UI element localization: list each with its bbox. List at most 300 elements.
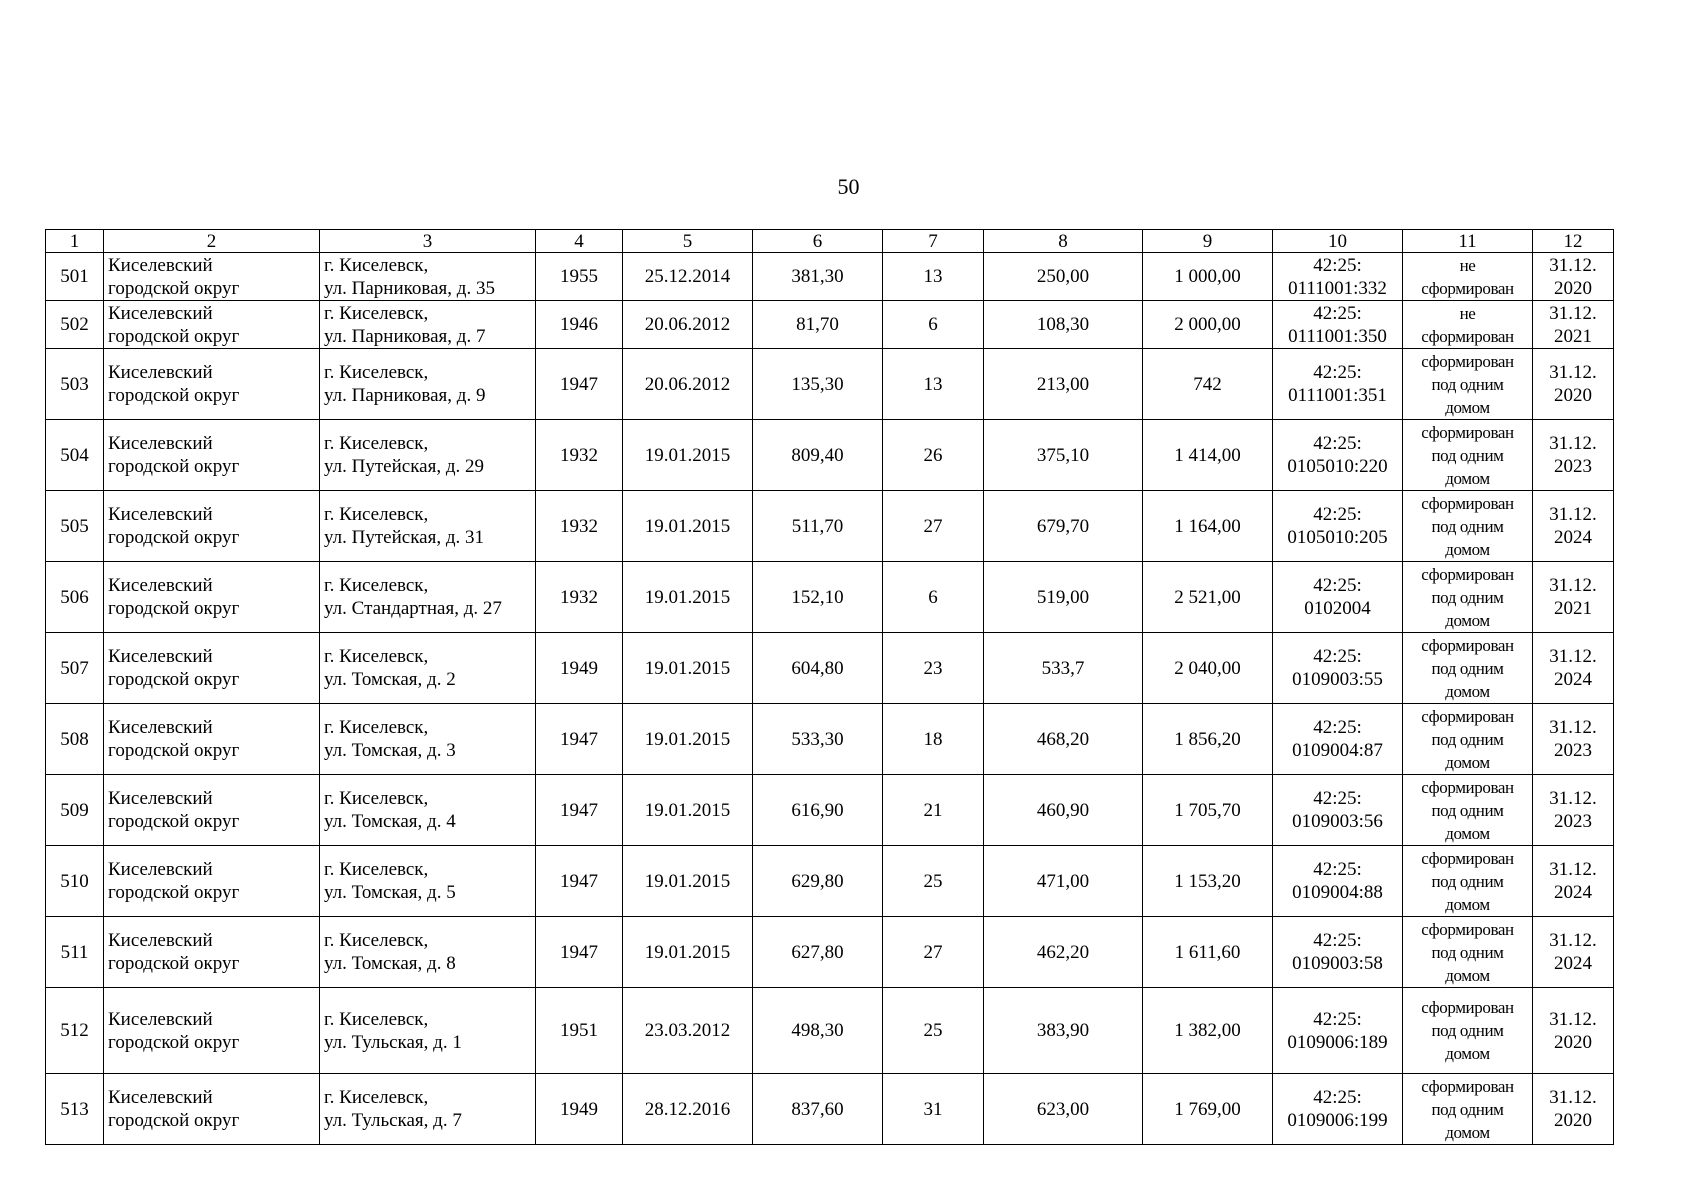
land-status-cell-line: сформирован	[1421, 919, 1514, 939]
land-status-cell-line: сформирован	[1421, 1076, 1514, 1096]
land-status-cell	[1403, 349, 1533, 420]
deadline-cell-line: 31.12.	[1549, 859, 1597, 880]
deadline-cell-line: 2024	[1554, 527, 1592, 548]
cadastral-number-cell-line: 0102004	[1304, 598, 1371, 619]
cadastral-number-cell-line: 42:25:	[1313, 930, 1362, 951]
deadline-cell-line: 31.12.	[1549, 788, 1597, 809]
municipality-cell	[104, 775, 320, 846]
address-cell-line: ул. Тульская, д. 7	[324, 1110, 462, 1131]
address-cell	[320, 562, 536, 633]
cadastral-number-cell-line: 42:25:	[1313, 362, 1362, 383]
cadastral-number-cell-line: 0109006:189	[1287, 1031, 1388, 1053]
deadline-cell	[1533, 1074, 1614, 1145]
residents-cell: 13	[883, 349, 984, 420]
address-cell-line: г. Киселевск,	[324, 504, 429, 525]
land-status-cell-line: сформирован	[1421, 706, 1514, 726]
address-cell-line: г. Киселевск,	[324, 254, 429, 276]
land-status-cell-line: сформирован	[1421, 777, 1514, 797]
table-row	[46, 775, 1614, 846]
land-status-cell-line: под одним	[1431, 942, 1504, 962]
cadastral-number-cell-line: 0111001:351	[1288, 385, 1387, 406]
cadastral-number-cell	[1273, 988, 1403, 1074]
municipality-cell	[104, 301, 320, 349]
cadastral-number-cell-line: 0109006:199	[1287, 1110, 1388, 1131]
municipality-cell-line: городской округ	[108, 325, 240, 347]
area-cell: 629,80	[753, 846, 883, 917]
municipality-cell-line: Киселевский	[108, 302, 213, 324]
build-year-cell: 1947	[536, 349, 623, 420]
date-cell: 19.01.2015	[623, 562, 753, 633]
value8-cell: 250,00	[984, 253, 1143, 301]
municipality-cell-line: городской округ	[108, 882, 240, 903]
deadline-cell	[1533, 917, 1614, 988]
build-year-cell: 1947	[536, 704, 623, 775]
build-year-cell: 1932	[536, 562, 623, 633]
land-status-cell-line: сформирован	[1421, 278, 1514, 298]
column-number-11: 11	[1403, 230, 1533, 253]
municipality-cell-line: городской округ	[108, 811, 240, 832]
column-number-row	[46, 230, 1614, 253]
municipality-cell-line: городской округ	[108, 1110, 240, 1131]
column-number-2: 2	[104, 230, 320, 253]
column-number-8: 8	[984, 230, 1143, 253]
land-status-cell	[1403, 846, 1533, 917]
address-cell-line: ул. Томская, д. 8	[324, 953, 456, 974]
cadastral-number-cell	[1273, 420, 1403, 491]
address-cell	[320, 420, 536, 491]
area-cell: 381,30	[753, 253, 883, 301]
column-number-3: 3	[320, 230, 536, 253]
date-cell: 19.01.2015	[623, 846, 753, 917]
cadastral-number-cell-line: 0109003:56	[1292, 811, 1383, 832]
date-cell: 20.06.2012	[623, 349, 753, 420]
value9-cell: 1 153,20	[1143, 846, 1273, 917]
column-number-4: 4	[536, 230, 623, 253]
cadastral-number-cell	[1273, 491, 1403, 562]
land-status-cell	[1403, 253, 1533, 301]
column-number-7: 7	[883, 230, 984, 253]
address-cell-line: г. Киселевск,	[324, 859, 429, 880]
build-year-cell: 1949	[536, 1074, 623, 1145]
column-number-5: 5	[623, 230, 753, 253]
deadline-cell	[1533, 988, 1614, 1074]
value8-cell: 519,00	[984, 562, 1143, 633]
land-status-cell-line: домом	[1445, 965, 1490, 985]
residents-cell: 18	[883, 704, 984, 775]
column-number-1: 1	[46, 230, 104, 253]
residents-cell: 13	[883, 253, 984, 301]
address-cell-line: г. Киселевск,	[324, 1087, 429, 1108]
municipality-cell-line: городской округ	[108, 456, 240, 477]
municipality-cell	[104, 917, 320, 988]
address-cell-line: ул. Парниковая, д. 9	[324, 385, 486, 406]
land-status-cell-line: сформирован	[1421, 493, 1514, 513]
deadline-cell-line: 2021	[1554, 325, 1592, 347]
table-row	[46, 917, 1614, 988]
value9-cell: 1 769,00	[1143, 1074, 1273, 1145]
row-number-cell: 508	[46, 704, 104, 775]
residents-cell: 23	[883, 633, 984, 704]
land-status-cell-line: домом	[1445, 752, 1490, 772]
address-cell-line: ул. Парниковая, д. 35	[324, 277, 495, 299]
address-cell-line: г. Киселевск,	[324, 433, 429, 454]
municipality-cell-line: Киселевский	[108, 362, 213, 383]
deadline-cell-line: 2024	[1554, 669, 1592, 690]
municipality-cell-line: городской округ	[108, 953, 240, 974]
address-cell	[320, 1074, 536, 1145]
cadastral-number-cell	[1273, 633, 1403, 704]
cadastral-number-cell-line: 42:25:	[1313, 302, 1362, 324]
cadastral-number-cell-line: 42:25:	[1313, 859, 1362, 880]
address-cell-line: г. Киселевск,	[324, 717, 429, 738]
address-cell	[320, 988, 536, 1074]
deadline-cell-line: 2024	[1554, 882, 1592, 903]
deadline-cell-line: 2020	[1554, 1110, 1592, 1131]
deadline-cell	[1533, 704, 1614, 775]
address-cell	[320, 704, 536, 775]
column-number-9: 9	[1143, 230, 1273, 253]
deadline-cell-line: 31.12.	[1549, 302, 1597, 324]
land-status-cell-line: не	[1459, 303, 1476, 323]
land-status-cell-line: сформирован	[1421, 848, 1514, 868]
municipality-cell-line: Киселевский	[108, 930, 213, 951]
cadastral-number-cell	[1273, 253, 1403, 301]
land-status-cell-line: под одним	[1431, 1021, 1504, 1040]
residents-cell: 25	[883, 846, 984, 917]
address-cell-line: ул. Стандартная, д. 27	[324, 598, 502, 619]
value8-cell: 468,20	[984, 704, 1143, 775]
row-number-cell: 505	[46, 491, 104, 562]
municipality-cell	[104, 420, 320, 491]
value9-cell: 1 611,60	[1143, 917, 1273, 988]
area-cell: 627,80	[753, 917, 883, 988]
cadastral-number-cell-line: 42:25:	[1313, 504, 1362, 525]
deadline-cell	[1533, 846, 1614, 917]
date-cell: 19.01.2015	[623, 775, 753, 846]
address-cell	[320, 917, 536, 988]
value9-cell: 2 040,00	[1143, 633, 1273, 704]
deadline-cell	[1533, 301, 1614, 349]
cadastral-number-cell-line: 42:25:	[1313, 1008, 1362, 1030]
municipality-cell	[104, 491, 320, 562]
municipality-cell	[104, 253, 320, 301]
residents-cell: 6	[883, 301, 984, 349]
land-status-cell-line: домом	[1445, 397, 1490, 417]
cadastral-number-cell-line: 42:25:	[1313, 433, 1362, 454]
address-cell	[320, 253, 536, 301]
deadline-cell	[1533, 633, 1614, 704]
row-number-cell: 509	[46, 775, 104, 846]
row-number-cell: 512	[46, 988, 104, 1074]
cadastral-number-cell	[1273, 301, 1403, 349]
table-row	[46, 846, 1614, 917]
land-status-cell-line: сформирован	[1421, 635, 1514, 655]
table-row	[46, 301, 1614, 349]
municipality-cell	[104, 633, 320, 704]
address-cell	[320, 775, 536, 846]
table-row	[46, 633, 1614, 704]
land-status-cell-line: домом	[1445, 823, 1490, 843]
date-cell: 23.03.2012	[623, 988, 753, 1074]
cadastral-number-cell-line: 0111001:350	[1288, 325, 1387, 347]
deadline-cell-line: 31.12.	[1549, 433, 1597, 454]
deadline-cell-line: 2020	[1554, 277, 1592, 299]
value8-cell: 533,7	[984, 633, 1143, 704]
date-cell: 20.06.2012	[623, 301, 753, 349]
cadastral-number-cell	[1273, 704, 1403, 775]
land-status-cell-line: сформирован	[1421, 422, 1514, 442]
land-status-cell-line: домом	[1445, 539, 1490, 559]
municipality-cell-line: городской округ	[108, 669, 240, 690]
address-cell	[320, 633, 536, 704]
row-number-cell: 513	[46, 1074, 104, 1145]
cadastral-number-cell-line: 0109004:87	[1292, 740, 1383, 761]
deadline-cell-line: 31.12.	[1549, 362, 1597, 383]
cadastral-number-cell	[1273, 846, 1403, 917]
land-status-cell	[1403, 420, 1533, 491]
cadastral-number-cell-line: 42:25:	[1313, 717, 1362, 738]
land-status-cell-line: домом	[1445, 681, 1490, 701]
land-status-cell-line: домом	[1445, 1044, 1490, 1063]
deadline-cell-line: 31.12.	[1549, 717, 1597, 738]
municipality-cell-line: городской округ	[108, 740, 240, 761]
deadline-cell-line: 31.12.	[1549, 575, 1597, 596]
address-cell-line: ул. Парниковая, д. 7	[324, 325, 486, 347]
land-status-cell	[1403, 704, 1533, 775]
value9-cell: 1 705,70	[1143, 775, 1273, 846]
deadline-cell-line: 2023	[1554, 740, 1592, 761]
cadastral-number-cell	[1273, 1074, 1403, 1145]
land-status-cell-line: под одним	[1431, 445, 1504, 465]
municipality-cell-line: городской округ	[108, 1031, 240, 1053]
cadastral-number-cell	[1273, 349, 1403, 420]
cadastral-number-cell-line: 42:25:	[1313, 646, 1362, 667]
cadastral-number-cell	[1273, 562, 1403, 633]
table-row	[46, 562, 1614, 633]
address-cell-line: г. Киселевск,	[324, 646, 429, 667]
table-row	[46, 1074, 1614, 1145]
page-number: 50	[837, 174, 860, 199]
land-status-cell-line: домом	[1445, 1122, 1490, 1142]
deadline-cell-line: 31.12.	[1549, 646, 1597, 667]
land-status-cell-line: сформирован	[1421, 998, 1514, 1017]
municipality-cell-line: Киселевский	[108, 575, 213, 596]
deadline-cell-line: 31.12.	[1549, 1008, 1597, 1030]
cadastral-number-cell-line: 0105010:220	[1287, 456, 1388, 477]
value9-cell: 1 382,00	[1143, 988, 1273, 1074]
address-cell-line: г. Киселевск,	[324, 788, 429, 809]
table-row	[46, 988, 1614, 1074]
build-year-cell: 1932	[536, 420, 623, 491]
land-status-cell-line: сформирован	[1421, 351, 1514, 371]
address-cell-line: г. Киселевск,	[324, 302, 429, 324]
deadline-cell-line: 31.12.	[1549, 254, 1597, 276]
deadline-cell	[1533, 562, 1614, 633]
municipality-cell-line: Киселевский	[108, 859, 213, 880]
table-row	[46, 253, 1614, 301]
cadastral-number-cell-line: 0109003:55	[1292, 669, 1383, 690]
municipality-cell	[104, 704, 320, 775]
address-cell-line: ул. Томская, д. 3	[324, 740, 456, 761]
residents-cell: 27	[883, 491, 984, 562]
cadastral-number-cell-line: 0111001:332	[1288, 277, 1387, 299]
row-number-cell: 507	[46, 633, 104, 704]
address-cell-line: г. Киселевск,	[324, 1008, 429, 1030]
build-year-cell: 1947	[536, 917, 623, 988]
column-number-6: 6	[753, 230, 883, 253]
value8-cell: 213,00	[984, 349, 1143, 420]
build-year-cell: 1949	[536, 633, 623, 704]
date-cell: 25.12.2014	[623, 253, 753, 301]
address-cell	[320, 349, 536, 420]
deadline-cell-line: 2024	[1554, 953, 1592, 974]
value9-cell: 2 000,00	[1143, 301, 1273, 349]
area-cell: 604,80	[753, 633, 883, 704]
land-status-cell-line: под одним	[1431, 374, 1504, 394]
land-status-cell-line: под одним	[1431, 587, 1504, 607]
row-number-cell: 506	[46, 562, 104, 633]
cadastral-number-cell-line: 42:25:	[1313, 1087, 1362, 1108]
land-status-cell-line: под одним	[1431, 729, 1504, 749]
value8-cell: 623,00	[984, 1074, 1143, 1145]
value9-cell: 1 000,00	[1143, 253, 1273, 301]
value8-cell: 462,20	[984, 917, 1143, 988]
area-cell: 81,70	[753, 301, 883, 349]
value9-cell: 1 164,00	[1143, 491, 1273, 562]
land-status-cell-line: домом	[1445, 894, 1490, 914]
cadastral-number-cell-line: 42:25:	[1313, 788, 1362, 809]
value9-cell: 1 414,00	[1143, 420, 1273, 491]
deadline-cell-line: 2023	[1554, 811, 1592, 832]
municipality-cell-line: городской округ	[108, 527, 240, 548]
column-number-12: 12	[1533, 230, 1614, 253]
municipality-cell-line: городской округ	[108, 598, 240, 619]
area-cell: 511,70	[753, 491, 883, 562]
area-cell: 498,30	[753, 988, 883, 1074]
municipality-cell-line: городской округ	[108, 277, 240, 299]
municipality-cell	[104, 562, 320, 633]
land-status-cell	[1403, 917, 1533, 988]
municipality-cell	[104, 1074, 320, 1145]
housing-registry-table	[45, 229, 1614, 1145]
land-status-cell-line: под одним	[1431, 516, 1504, 536]
value8-cell: 471,00	[984, 846, 1143, 917]
table-row	[46, 704, 1614, 775]
value9-cell: 1 856,20	[1143, 704, 1273, 775]
cadastral-number-cell-line: 42:25:	[1313, 254, 1362, 276]
address-cell	[320, 301, 536, 349]
address-cell-line: ул. Томская, д. 2	[324, 669, 456, 690]
column-number-10: 10	[1273, 230, 1403, 253]
municipality-cell-line: Киселевский	[108, 1087, 213, 1108]
row-number-cell: 502	[46, 301, 104, 349]
deadline-cell	[1533, 349, 1614, 420]
address-cell-line: ул. Томская, д. 4	[324, 811, 456, 832]
municipality-cell-line: Киселевский	[108, 1008, 213, 1030]
row-number-cell: 511	[46, 917, 104, 988]
value9-cell: 2 521,00	[1143, 562, 1273, 633]
date-cell: 19.01.2015	[623, 917, 753, 988]
date-cell: 19.01.2015	[623, 420, 753, 491]
municipality-cell-line: Киселевский	[108, 788, 213, 809]
land-status-cell-line: сформирован	[1421, 564, 1514, 584]
land-status-cell	[1403, 301, 1533, 349]
date-cell: 28.12.2016	[623, 1074, 753, 1145]
land-status-cell	[1403, 988, 1533, 1074]
land-status-cell-line: домом	[1445, 610, 1490, 630]
municipality-cell-line: Киселевский	[108, 717, 213, 738]
value9-cell: 742	[1143, 349, 1273, 420]
land-status-cell-line: под одним	[1431, 871, 1504, 891]
value8-cell: 108,30	[984, 301, 1143, 349]
municipality-cell-line: городской округ	[108, 385, 240, 406]
municipality-cell	[104, 349, 320, 420]
land-status-cell	[1403, 775, 1533, 846]
deadline-cell-line: 2020	[1554, 385, 1592, 406]
deadline-cell-line: 2023	[1554, 456, 1592, 477]
residents-cell: 26	[883, 420, 984, 491]
land-status-cell-line: домом	[1445, 468, 1490, 488]
row-number-cell: 501	[46, 253, 104, 301]
table-row	[46, 491, 1614, 562]
land-status-cell	[1403, 1074, 1533, 1145]
deadline-cell-line: 31.12.	[1549, 930, 1597, 951]
cadastral-number-cell	[1273, 917, 1403, 988]
table-row	[46, 420, 1614, 491]
area-cell: 533,30	[753, 704, 883, 775]
table-row	[46, 349, 1614, 420]
address-cell-line: ул. Томская, д. 5	[324, 882, 456, 903]
date-cell: 19.01.2015	[623, 491, 753, 562]
land-status-cell-line: сформирован	[1421, 326, 1514, 346]
address-cell	[320, 846, 536, 917]
deadline-cell	[1533, 253, 1614, 301]
registry-body	[46, 253, 1614, 1145]
build-year-cell: 1947	[536, 775, 623, 846]
build-year-cell: 1946	[536, 301, 623, 349]
value8-cell: 375,10	[984, 420, 1143, 491]
area-cell: 135,30	[753, 349, 883, 420]
municipality-cell-line: Киселевский	[108, 433, 213, 454]
residents-cell: 6	[883, 562, 984, 633]
date-cell: 19.01.2015	[623, 704, 753, 775]
area-cell: 616,90	[753, 775, 883, 846]
area-cell: 152,10	[753, 562, 883, 633]
value8-cell: 383,90	[984, 988, 1143, 1074]
value8-cell: 460,90	[984, 775, 1143, 846]
row-number-cell: 503	[46, 349, 104, 420]
address-cell-line: ул. Путейская, д. 31	[324, 527, 484, 548]
residents-cell: 31	[883, 1074, 984, 1145]
cadastral-number-cell-line: 0109004:88	[1292, 882, 1383, 903]
land-status-cell-line: под одним	[1431, 800, 1504, 820]
date-cell: 19.01.2015	[623, 633, 753, 704]
build-year-cell: 1951	[536, 988, 623, 1074]
address-cell	[320, 491, 536, 562]
land-status-cell-line: не	[1459, 255, 1476, 275]
address-cell-line: г. Киселевск,	[324, 362, 429, 383]
cadastral-number-cell-line: 0109003:58	[1292, 953, 1383, 974]
municipality-cell-line: Киселевский	[108, 646, 213, 667]
municipality-cell-line: Киселевский	[108, 254, 213, 276]
address-cell-line: г. Киселевск,	[324, 930, 429, 951]
value8-cell: 679,70	[984, 491, 1143, 562]
land-status-cell	[1403, 491, 1533, 562]
deadline-cell	[1533, 420, 1614, 491]
deadline-cell	[1533, 775, 1614, 846]
land-status-cell	[1403, 633, 1533, 704]
land-status-cell-line: под одним	[1431, 1099, 1504, 1119]
